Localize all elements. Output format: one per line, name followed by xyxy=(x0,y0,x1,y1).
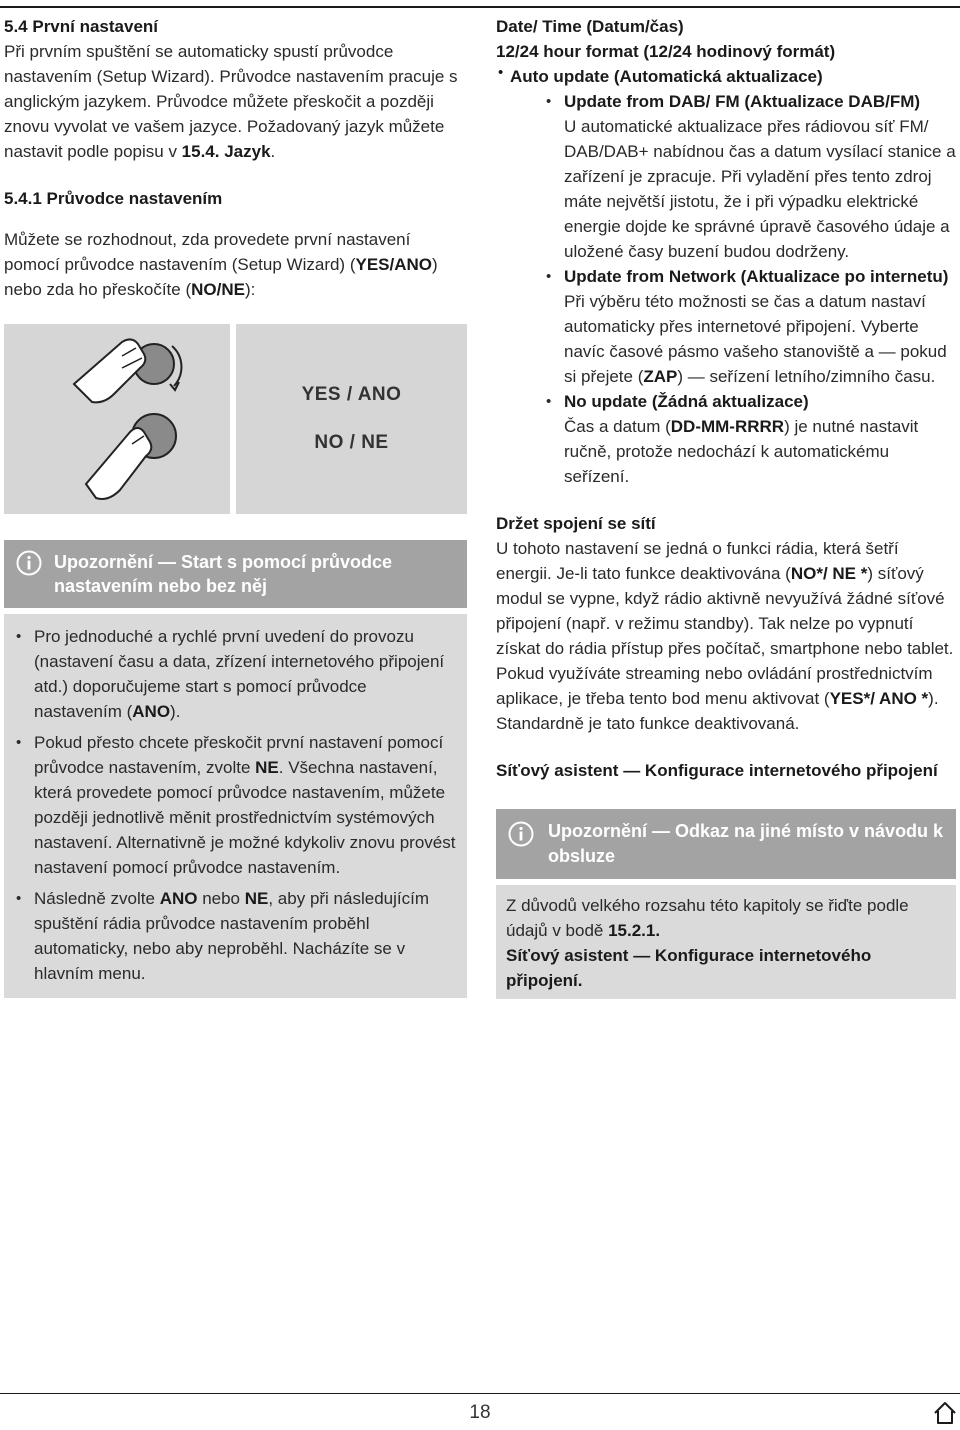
list-item: • Pokud přesto chcete přeskočit první nastavení pomocí průvodce nastavením, zvolte NE. Všechna nastavení, která provedete pomocí průvodce nastavením, můžete později jednotlivě měnit prostřednictvím systémových nastavení. Alternativně je možné kdykoliv znovu provést nastavení pomocí průvodce nastavením. xyxy=(34,730,457,880)
hand-knob-turn-icon xyxy=(4,324,230,514)
left-column xyxy=(4,14,467,998)
auto-update-title: • Auto update (Automatická aktualizace) xyxy=(510,67,823,86)
top-rule xyxy=(0,6,960,8)
footer-rule xyxy=(0,1393,960,1394)
wizard-options xyxy=(236,324,467,514)
list-item: • No update (Žádná aktualizace) Čas a datum (DD-MM-RRRR) je nutné nastavit ručně, protože nedochází k automatickému seřízení. xyxy=(564,389,956,489)
knob-illustration xyxy=(4,324,230,514)
option-yes-label: YES / ANO xyxy=(301,384,402,405)
note-body-reference: Z důvodů velkého rozsahu této kapitoly se řiďte podle údajů v bodě 15.2.1. Síťový asistent — Konfigurace internetového připojení. xyxy=(496,885,956,999)
list-item: • Pro jednoduché a rychlé první uvedení do provozu (nastavení času a data, zřízení internetového připojení atd.) doporučujeme start s pomocí průvodce nastavením (ANO). xyxy=(34,624,457,724)
intro-paragraph: Při prvním spuštění se automaticky spustí průvodce nastavením (Setup Wizard). Průvodce nastavením pracuje s anglickým jazykem. Průvodce můžete přeskočit a později znovu vyvolat ve vašem jazyce. Požadovaný jazyk můžete nastavit podle popisu v 15.4. Jazyk. xyxy=(4,42,458,161)
right-column xyxy=(496,14,956,999)
network-keep-paragraph-2: Pokud využíváte streaming nebo ovládání prostřednictvím aplikace, je třeba tento bod menu aktivovat (YES*/ ANO *). Standardně je tato funkce deaktivovaná. xyxy=(496,664,939,733)
subsection-heading: 5.4.1 Průvodce nastavením xyxy=(4,189,223,208)
section-heading: 5.4 První nastavení xyxy=(4,17,159,36)
wizard-paragraph: Můžete se rozhodnout, zda provedete první nastavení pomocí průvodce nastavením (Setup Wizard) (YES/ANO) nebo zda ho přeskočíte (NO/NE): xyxy=(4,230,438,299)
note-body-wizard xyxy=(4,614,467,998)
network-keep-title: Držet spojení se sítí xyxy=(496,514,656,533)
list-item: • Update from DAB/ FM (Aktualizace DAB/FM) U automatické aktualizace přes rádiovou síť FM/ DAB/DAB+ nabídnou čas a datum vysílací stanice a zařízení je zpracuje. Při vyladění přes tento zdroj máte největší jistotu, že i při výpadku elektrické energie dojde ke správné úpravě časového údaje a uložené časy buzení budou dodrženy. xyxy=(564,89,956,264)
page-number: 18 xyxy=(469,1402,491,1423)
note-header-reference: Upozornění — Odkaz na jiné místo v návodu k obsluze xyxy=(496,809,956,879)
no-update-title: No update (Žádná aktualizace) xyxy=(564,392,809,411)
hour-format-title: 12/24 hour format (12/24 hodinový formát) xyxy=(496,42,836,61)
home-icon[interactable] xyxy=(932,1400,958,1426)
dab-fm-title: Update from DAB/ FM (Aktualizace DAB/FM) xyxy=(564,92,921,111)
network-update-title: Update from Network (Aktualizace po internetu) xyxy=(564,267,949,286)
note-header-wizard: Upozornění — Start s pomocí průvodce nastavením nebo bez něj xyxy=(4,540,467,608)
list-item: • Update from Network (Aktualizace po internetu) Při výběru této možnosti se čas a datum nastaví automaticky přes internetové připojení. Vyberte navíc časové pásmo vašeho stanoviště a — pokud si přejete (ZAP) — seřízení letního/zimního času. xyxy=(564,264,956,389)
auto-update-list xyxy=(496,64,956,489)
info-icon xyxy=(16,550,42,576)
info-icon xyxy=(508,821,534,847)
network-keep-paragraph: U tohoto nastavení se jedná o funkci rádia, která šetří energii. Je-li tato funkce deaktivována (NO*/ NE *) síťový modul se vypne, když rádio aktivně nevyužívá žádné síťové připojení (např. v režimu standby). Tak nelze po vypnutí získat do rádia přístup přes počítač, smartphone nebo tablet. xyxy=(496,539,954,658)
datetime-title: Date/ Time (Datum/čas) xyxy=(496,17,684,36)
list-item xyxy=(510,64,956,489)
network-wizard-title: Síťový asistent — Konfigurace internetového připojení xyxy=(496,761,938,780)
language-ref: 15.4. Jazyk xyxy=(181,142,271,161)
option-no-label: NO / NE xyxy=(314,432,389,453)
wizard-figure xyxy=(4,324,467,514)
list-item: • Následně zvolte ANO nebo NE, aby při následujícím spuštění rádia průvodce nastavením proběhl automaticky, nebo aby neproběhl. Nacházíte se v hlavním menu. xyxy=(34,886,457,986)
